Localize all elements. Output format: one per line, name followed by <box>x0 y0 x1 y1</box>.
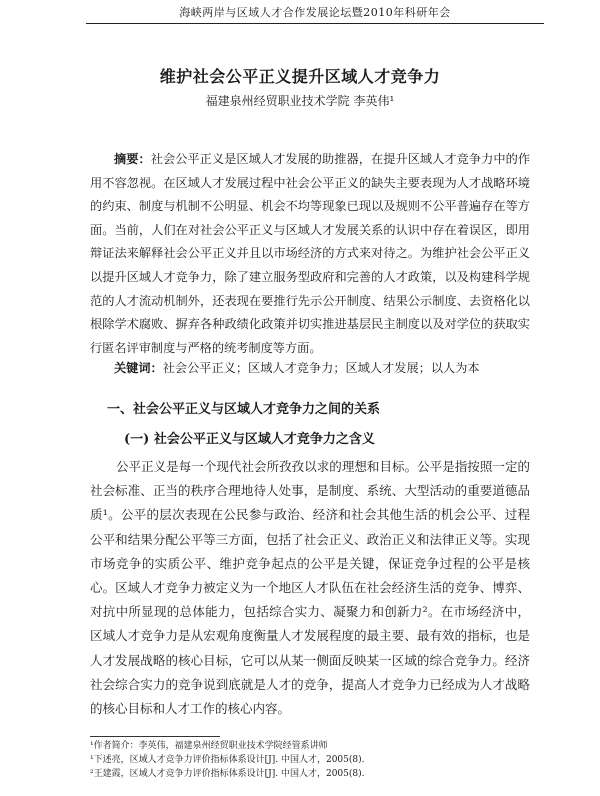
subsection-heading: (一) 社会公平正义与区域人才竞争力之含义 <box>124 432 375 447</box>
footnote-item: ¹作者简介：李英伟，福建泉州经贸职业技术学院经管系讲师 <box>90 741 328 751</box>
running-header: 海峡两岸与区域人才合作发展论坛暨2010年科研年会 <box>86 4 544 24</box>
author-affiliation: 福建泉州经贸职业技术学院 李英伟¹ <box>205 94 395 108</box>
paper-title: 维护社会公平正义提升区域人才竞争力 <box>159 67 441 86</box>
section-heading: 一、社会公平正义与区域人才竞争力之间的关系 <box>107 402 381 417</box>
footnote-divider <box>90 736 220 737</box>
abstract-text: 社会公平正义是区域人才发展的助推器，在提升区域人才竞争力中的作用不容忽视。在区域人才发展过程中社会公平正义的缺失主要表现为人才战略环境的约束、制度与机制不公明显、机会不均等现象已现以及规则不公平普遍存在等方面。当前，人们在对社会公平正义与区域人才发展关系的认识中存在着误区，即用辩证法来解释社会公平正义并且以市场经济的方式来对待之。为维护社会公平正义以提升区域人才竞争力，除了建立服务型政府和完善的人才政策，以及构建科学规范的人才流动机制外，还表现在要推行先示公开制度、结果公示制度、去资格化以根除学术腐败、摒弃各种政绩化政策并切实推进基层民主制度以及对学位的获取实行匿名评审制度与严格的统考制度等方面。 <box>90 152 531 355</box>
body-paragraph: 公平正义是每一个现代社会所孜孜以求的理想和目标。公平是指按照一定的社会标准、正当的秩序合理地待人处事，是制度、系统、大型活动的重要道德品质¹。公平的层次表现在公民参与政治、经济和社会其他生活的机会公平、过程公平和结果分配公平等三方面，包括了社会正义、政治正义和法律正义等。实现市场竞争的实质公平、维护竞争起点的公平是关键，保证竞争过程的公平是核心。区域人才竞争力被定义为一个地区人才队伍在社会经济生活的竞争、博弈、对抗中所显现的总体能力，包括综合实力、凝聚力和创新力²。在市场经济中，区域人才竞争力是从宏观角度衡量人才发展程度的最主要、最有效的指标，也是人才发展战略的核心目标，它可以从某一侧面反映某一区域的综合竞争力。经济社会综合实力的竞争说到底就是人才的竞争，提高人才竞争力已经成为人才战略的核心目标和人才工作的核心内容。 <box>90 459 530 717</box>
keywords-label: 关键词： <box>114 361 163 375</box>
keywords-text: 社会公平正义；区域人才竞争力；区域人才发展；以人为本 <box>162 361 480 375</box>
abstract-label: 摘要： <box>114 152 151 166</box>
keywords <box>90 358 530 378</box>
footnote-item: ¹下述亮，区域人才竞争力评价指标体系设计[J]. 中国人才，2005(8). <box>90 755 365 765</box>
footnotes <box>90 739 530 781</box>
abstract <box>90 148 530 360</box>
footnote-item: ²王建霞，区域人才竞争力评价指标体系设计[J]. 中国人才，2005(8). <box>90 769 365 779</box>
